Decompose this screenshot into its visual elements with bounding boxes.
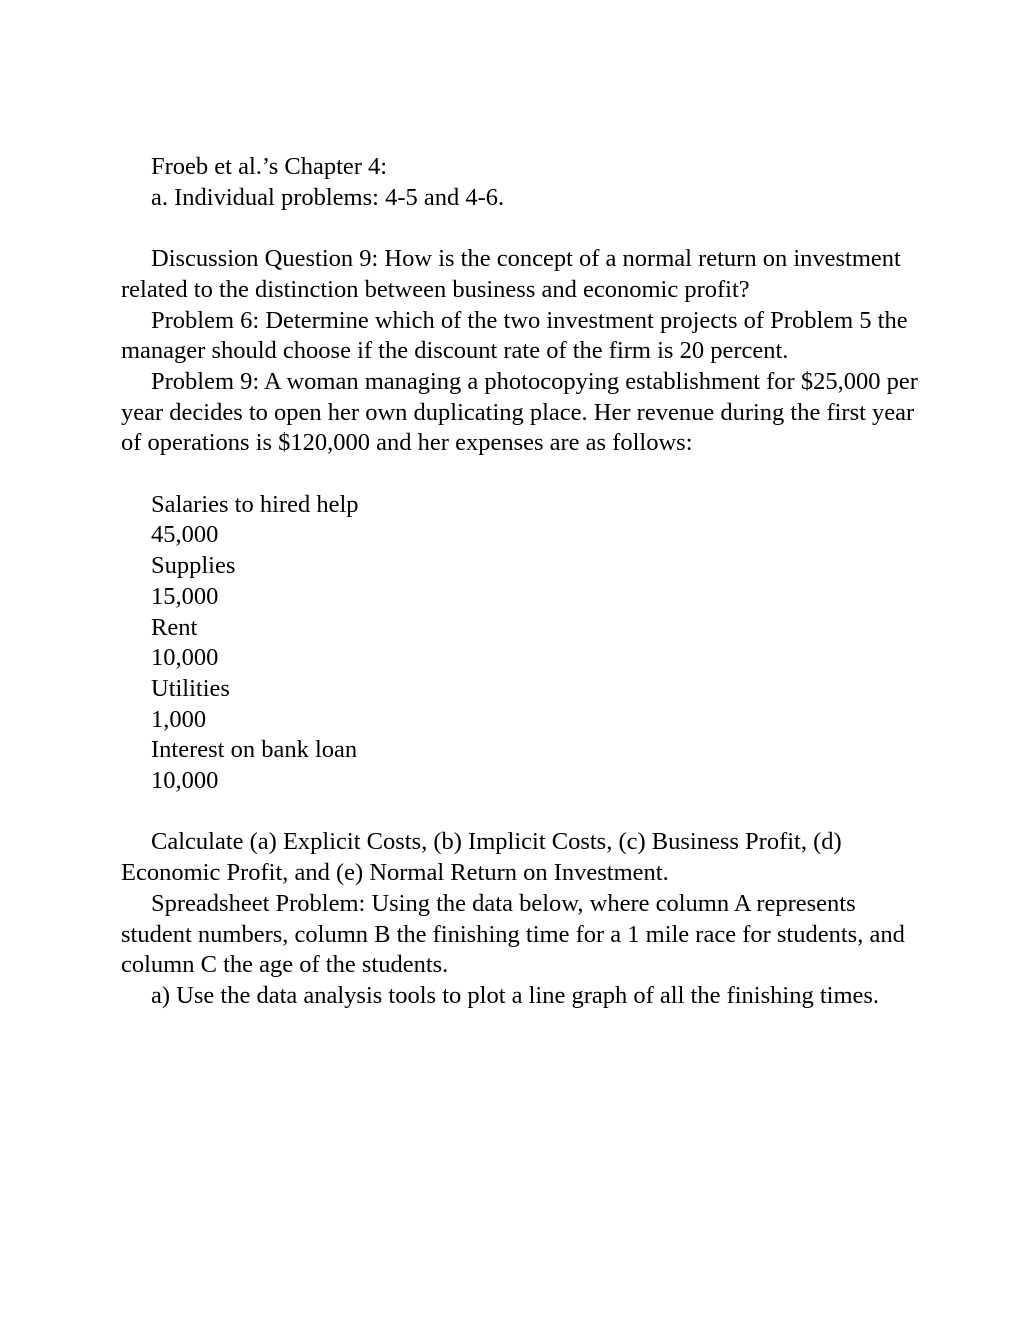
spreadsheet-problem: Spreadsheet Problem: Using the data below, where column A represents student numbers, column B the finishing time for a 1 mile race for students, and column C the age of the students.: [121, 889, 905, 979]
expense-value: 45,000: [151, 521, 219, 549]
problem-9: Problem 9: A woman managing a photocopying establishment for $25,000 per year decides to open her own duplicating place. Her revenue during the first year of operations is $120,000 and her expenses are as follows:: [121, 367, 918, 457]
expense-item: [121, 674, 921, 735]
expense-item: [121, 735, 921, 796]
expense-item: [121, 490, 921, 551]
calculate-instructions: Calculate (a) Explicit Costs, (b) Implicit Costs, (c) Business Profit, (d) Economic Profit, and (e) Normal Return on Investment.: [121, 828, 842, 887]
spreadsheet-part-a: a) Use the data analysis tools to plot a line graph of all the finishing times.: [151, 981, 880, 1009]
expense-label: Salaries to hired help: [151, 490, 359, 518]
spacer: [121, 797, 921, 828]
spacer: [121, 213, 921, 244]
expense-value: 10,000: [151, 767, 219, 795]
document-page: [121, 152, 921, 1012]
expense-item: [121, 613, 921, 674]
expense-value: 10,000: [151, 644, 219, 672]
individual-problems: a. Individual problems: 4-5 and 4-6.: [151, 183, 505, 211]
spacer: [121, 459, 921, 490]
discussion-question-9: Discussion Question 9: How is the concept of a normal return on investment related to the distinction between business and economic profit?: [121, 245, 901, 303]
problem-6: Problem 6: Determine which of the two investment projects of Problem 5 the manager should choose if the discount rate of the firm is 20 percent.: [121, 306, 908, 365]
expense-label: Rent: [151, 613, 198, 641]
chapter-heading: Froeb et al.’s Chapter 4:: [151, 153, 388, 180]
expense-value: 15,000: [151, 582, 219, 610]
expense-label: Supplies: [151, 552, 236, 580]
expense-label: Interest on bank loan: [151, 736, 358, 764]
expense-list: [121, 490, 921, 797]
expense-label: Utilities: [151, 674, 230, 702]
expense-value: 1,000: [151, 705, 207, 733]
expense-item: [121, 551, 921, 612]
